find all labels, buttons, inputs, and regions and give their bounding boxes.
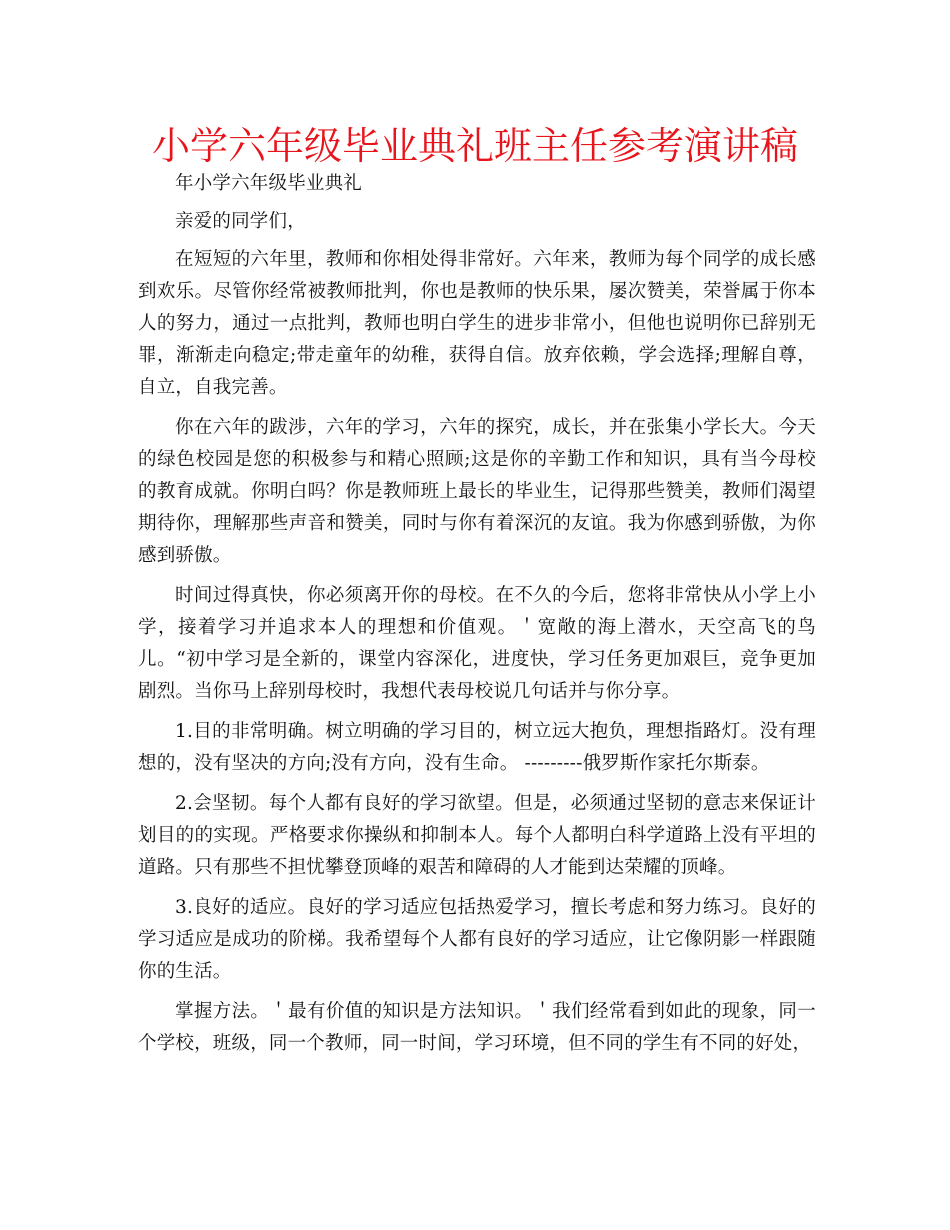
paragraph-method: 掌握方法。＇最有价值的知识是方法知识。＇我们经常看到如此的现象，同一个学校，班级，同一个教师，同一时间，学习环境，但不同的学生有不同的好处， — [138, 1001, 816, 1054]
document-body — [138, 168, 816, 1068]
paragraph-point-1: 1.目的非常明确。树立明确的学习目的，树立远大抱负，理想指路灯。没有理想的，没有坚决的方向;没有方向，没有生命。 ---------俄罗斯作家托尔斯泰。 — [138, 721, 816, 774]
document-title: 小学六年级毕业典礼班主任参考演讲稿 — [151, 124, 798, 168]
greeting-line: 亲爱的同学们， — [175, 211, 306, 232]
paragraph-3: 时间过得真快，你必须离开你的母校。在不久的今后，您将非常快从小学上小学，接着学习并追求本人的理想和价值观。＇宽敞的海上潜水，天空高飞的鸟儿。“初中学习是全新的，课堂内容深化，进度快，学习任务更加艰巨，竞争更加剧烈。当你马上辞别母校时，我想代表母校说几句话并与你分享。 — [138, 585, 816, 702]
paragraph-point-2: 2.会坚韧。每个人都有良好的学习欲望。但是，必须通过坚韧的意志来保证计划目的的实现。严格要求你操纵和抑制本人。每个人都明白科学道路上没有平坦的道路。只有那些不担忧攀登顶峰的艰苦和障碍的人才能到达荣耀的顶峰。 — [138, 793, 816, 878]
paragraph-1: 在短短的六年里，教师和你相处得非常好。六年来，教师为每个同学的成长感到欢乐。尽管你经常被教师批判，你也是教师的快乐果，屡次赞美，荣誉属于你本人的努力，通过一点批判，教师也明白学生的进步非常小，但他也说明你已辞别无罪，渐渐走向稳定;带走童年的幼稚，获得自信。放弃依赖，学会选择;理解自尊，自立，自我完善。 — [138, 249, 816, 398]
paragraph-point-3: 3.良好的适应。良好的学习适应包括热爱学习，擅长考虑和努力练习。良好的学习适应是成功的阶梯。我希望每个人都有良好的学习适应，让它像阴影一样跟随你的生活。 — [138, 897, 816, 982]
paragraph-2: 你在六年的跋涉，六年的学习，六年的探究，成长，并在张集小学长大。今天的绿色校园是您的积极参与和精心照顾;这是你的辛勤工作和知识，具有当今母校的教育成就。你明白吗？你是教师班上最长的毕业生，记得那些赞美，教师们渴望期待你，理解那些声音和赞美，同时与你有着深沉的友谊。我为你感到骄傲，为你感到骄傲。 — [138, 417, 816, 566]
subtitle-line: 年小学六年级毕业典礼 — [175, 173, 363, 194]
